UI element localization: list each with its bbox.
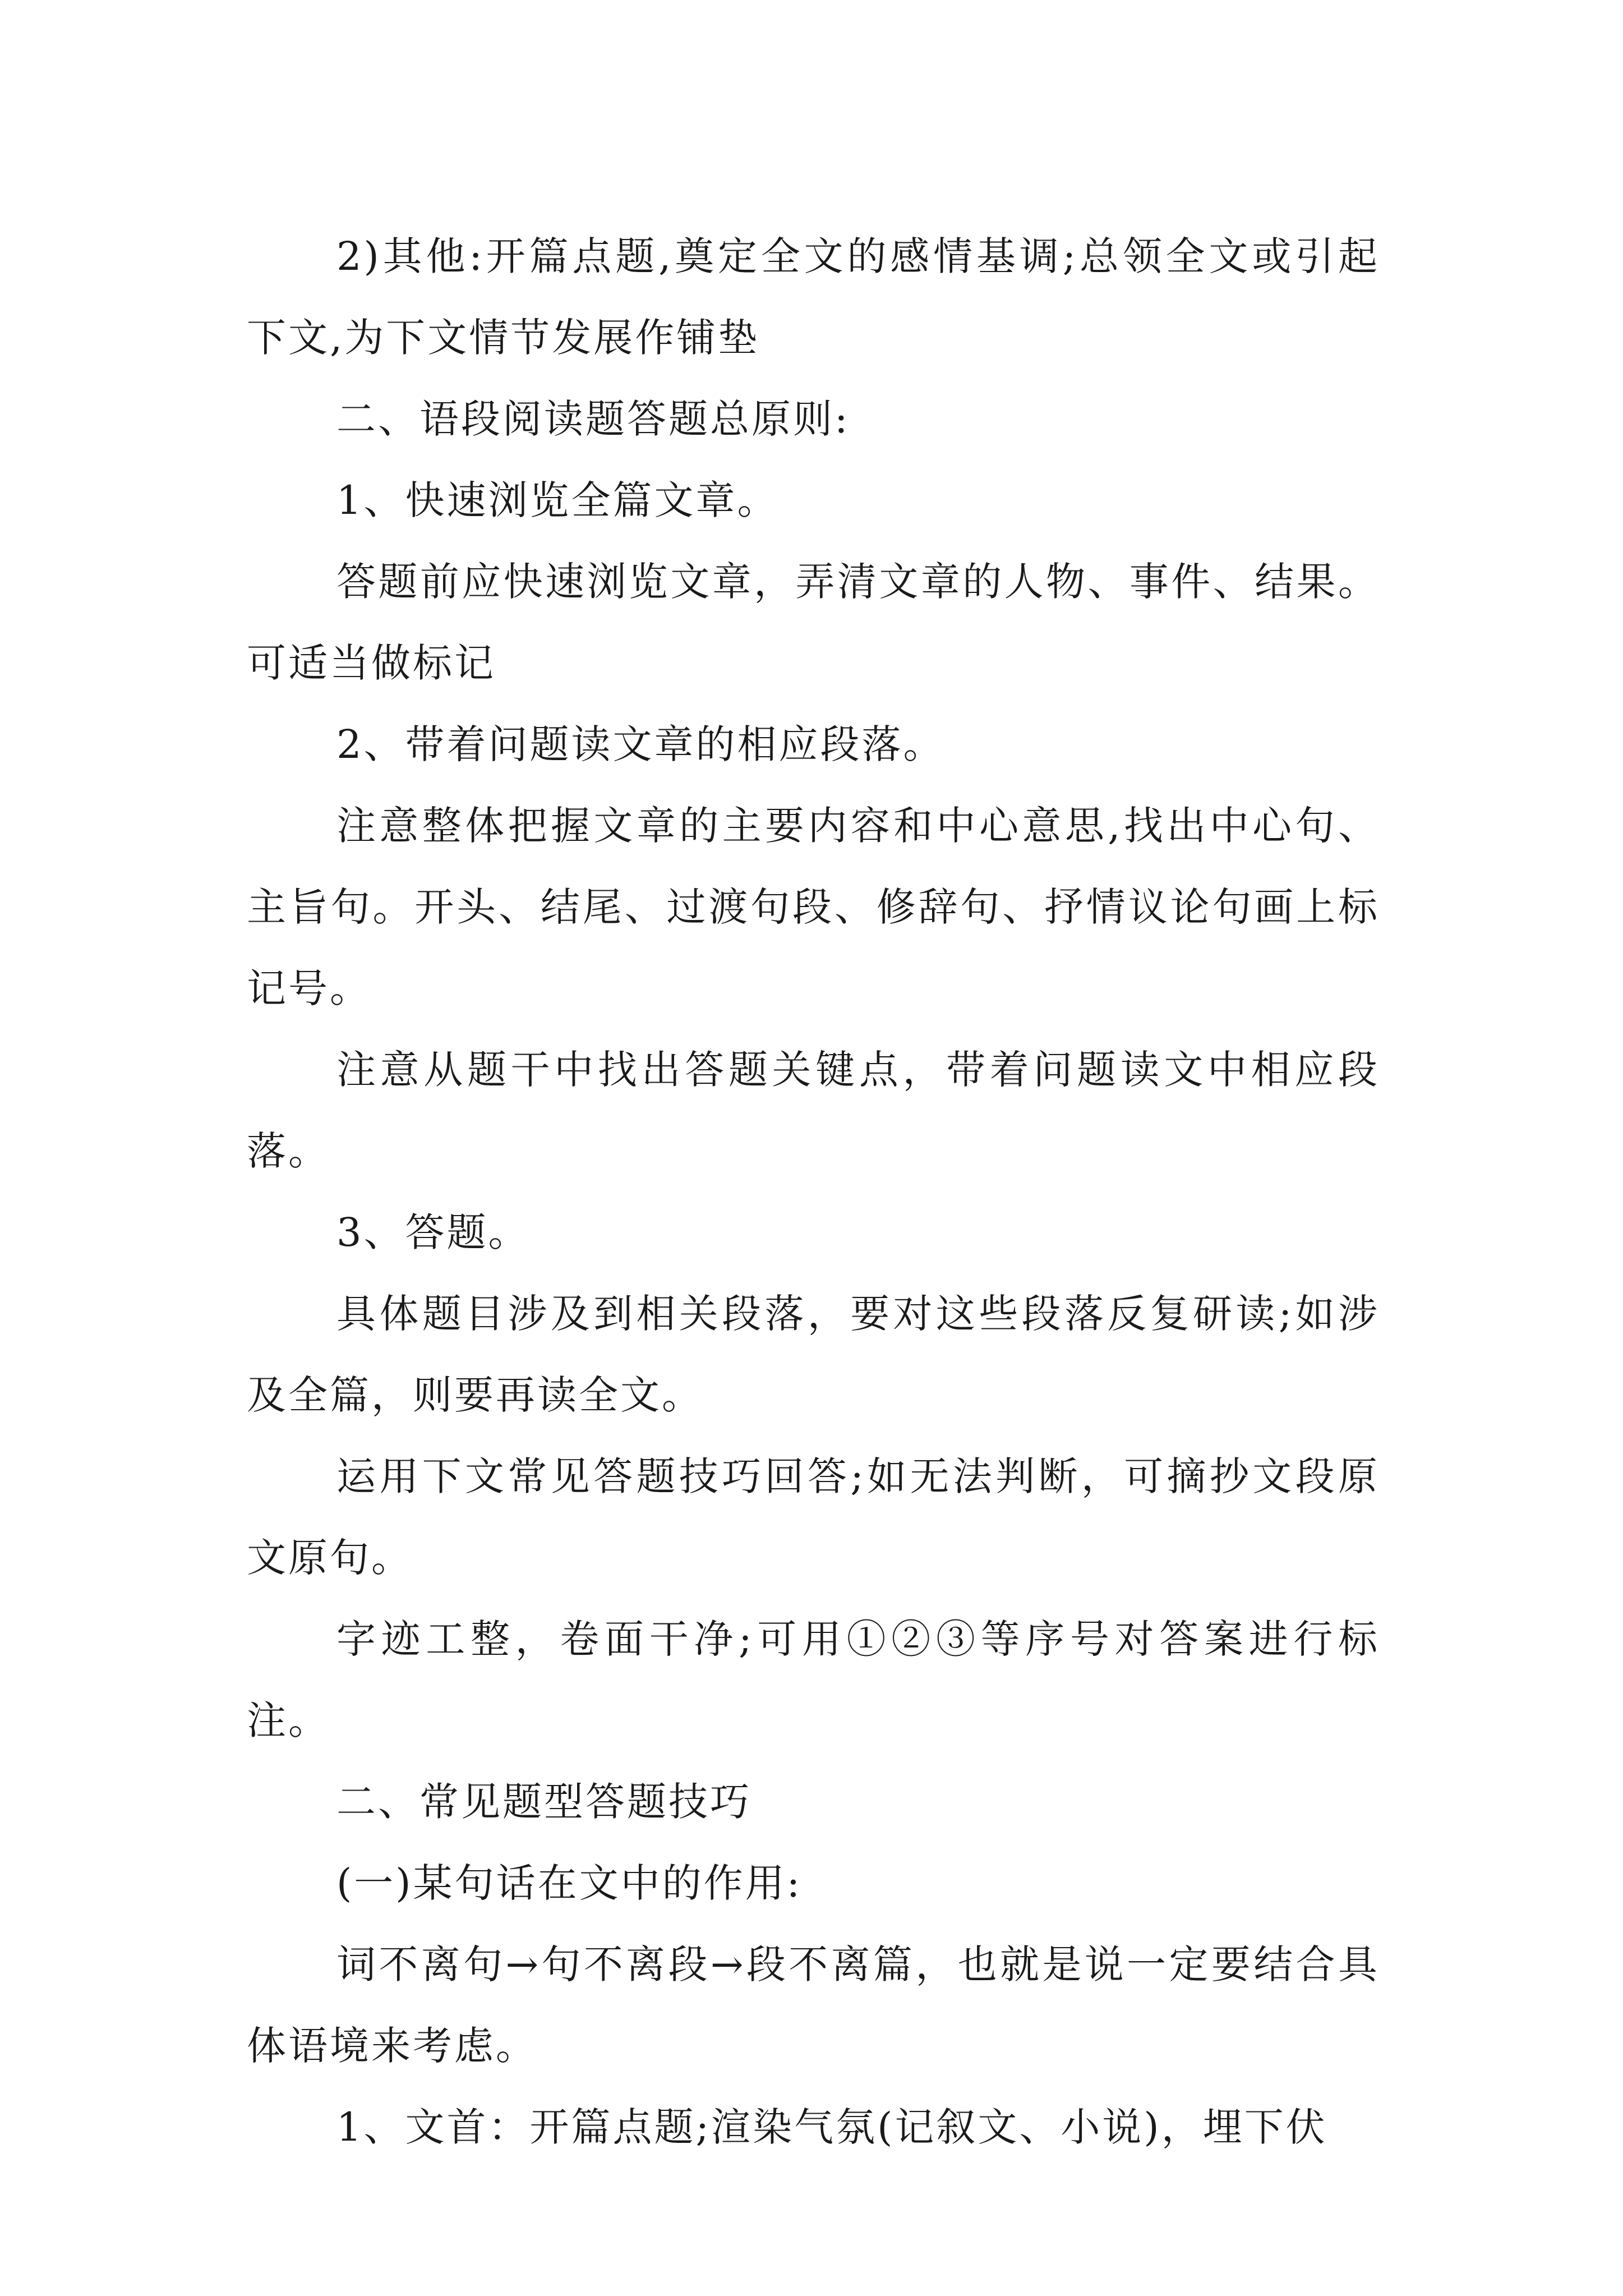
section-heading: 二、语段阅读题答题总原则: xyxy=(336,396,850,442)
paragraph: 注意整体把握文章的主要内容和中心意思,找出中心句、主旨句。开头、结尾、过渡句段、修辞句、抒情议论句画上标记号。 xyxy=(247,803,1380,1011)
paragraph: 1、文首：开篇点题;渲染气氛(记叙文、小说)，埋下伏 xyxy=(336,2104,1327,2150)
paragraph: 2)其他:开篇点题,奠定全文的感情基调;总领全文或引起下文,为下文情节发展作铺垫 xyxy=(247,233,1380,361)
paragraph: 字迹工整，卷面干净;可用①②③等序号对答案进行标注。 xyxy=(247,1616,1380,1743)
paragraph: 注意从题干中找出答题关键点，带着问题读文中相应段落。 xyxy=(247,1047,1380,1174)
step-heading: 1、快速浏览全篇文章。 xyxy=(336,477,779,523)
paragraph: 运用下文常见答题技巧回答;如无法判断，可摘抄文段原文原句。 xyxy=(247,1453,1380,1581)
subsection-heading: (一)某句话在文中的作用: xyxy=(336,1860,803,1906)
step-heading: 3、答题。 xyxy=(336,1209,530,1255)
document-body xyxy=(247,216,1380,2168)
paragraph: 具体题目涉及到相关段落，要对这些段落反复研读;如涉及全篇，则要再读全文。 xyxy=(247,1291,1380,1418)
section-heading: 二、常见题型答题技巧 xyxy=(336,1779,751,1825)
step-heading: 2、带着问题读文章的相应段落。 xyxy=(336,721,945,767)
paragraph: 词不离句→句不离段→段不离篇，也就是说一定要结合具体语境来考虑。 xyxy=(247,1941,1380,2069)
paragraph: 答题前应快速浏览文章，弄清文章的人物、事件、结果。可适当做标记 xyxy=(247,559,1380,686)
